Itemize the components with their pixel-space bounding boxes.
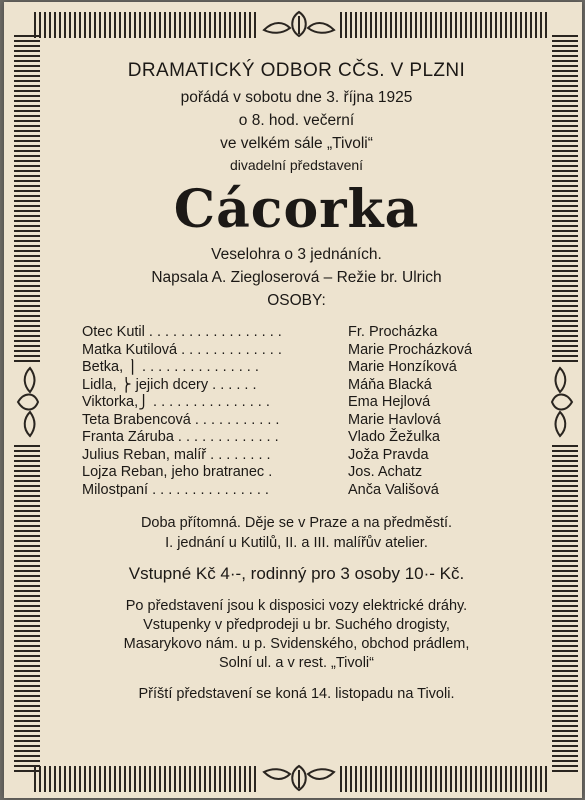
- admission-line: Vstupné Kč 4·-, rodinný pro 3 osoby 10·- Kč.: [128, 564, 465, 583]
- play-title: Cácorka: [173, 179, 420, 240]
- leaf-ornament-top-icon: [260, 8, 338, 40]
- cast-role: Milostpaní . . . . . . . . . . . . . . .: [82, 481, 269, 498]
- cast-role: Franta Záruba . . . . . . . . . . . . .: [82, 429, 279, 445]
- cast-role: Betka, ⎫ . . . . . . . . . . . . . . .: [82, 359, 259, 375]
- cast-role: Lojza Reban, jeho bratranec .: [82, 464, 273, 480]
- cast-row: [82, 412, 549, 430]
- leaf-ornament-right-icon: [548, 364, 578, 440]
- setting-line-2: I. jednání u Kutilů, II. a III. malířův atelier.: [165, 535, 428, 551]
- event-type: divadelní představení: [229, 157, 364, 173]
- presale-line-2: Masarykovo nám. u p. Svidenského, obchod prádlem,: [123, 636, 470, 652]
- play-genre: Veselohra o 3 jednáních.: [211, 246, 382, 263]
- top-border: [34, 12, 256, 38]
- cast-row: [82, 324, 549, 342]
- cast-role: Viktorka,⎭ . . . . . . . . . . . . . . .: [82, 394, 270, 410]
- bottom-border-right: [340, 766, 550, 792]
- cast-actor: Fr. Procházka: [348, 324, 438, 340]
- left-border-lower: [14, 442, 40, 772]
- left-border: [14, 32, 40, 362]
- setting-line-1: Doba přítomná. Děje se v Praze a na předměstí.: [140, 515, 453, 531]
- leaf-ornament-bottom-icon: [260, 762, 338, 794]
- cast-role: Julius Reban, malíř . . . . . . . .: [82, 446, 271, 463]
- presale-line-3: Solní ul. a v rest. „Tivoli“: [219, 655, 374, 671]
- cast-actor: Anča Vališová: [348, 481, 439, 498]
- cast-actor: Ema Hejlová: [348, 394, 431, 410]
- poster-sheet: [4, 2, 582, 798]
- cast-list: [82, 324, 549, 499]
- right-border: [552, 32, 578, 362]
- cast-row: [82, 429, 549, 447]
- cast-actor: Marie Honzíková: [348, 359, 457, 375]
- transport-line: Po představení jsou k disposici vozy elektrické dráhy.: [125, 598, 468, 614]
- date-line: pořádá v sobotu dne 3. října 1925: [180, 89, 413, 106]
- cast-row: [82, 359, 549, 377]
- cast-row: [82, 377, 549, 395]
- poster-content: [44, 54, 549, 704]
- top-border-right: [340, 12, 550, 38]
- cast-actor: Marie Havlová: [348, 411, 441, 428]
- cast-row: [82, 394, 549, 412]
- bottom-border: [34, 766, 256, 792]
- presale-line-1: Vstupenky v předprodeji u br. Suchého drogisty,: [143, 617, 450, 633]
- cast-role: Lidla, ⎬ jejich dcery . . . . . .: [82, 376, 257, 393]
- cast-role: Matka Kutilová . . . . . . . . . . . . .: [82, 341, 282, 358]
- cast-row: [82, 482, 549, 500]
- time-line: o 8. hod. večerní: [238, 112, 355, 129]
- cast-actor: Máňa Blacká: [348, 376, 432, 393]
- cast-actor: Marie Procházková: [348, 341, 473, 358]
- cast-actor: Vlado Žežulka: [348, 429, 440, 445]
- cast-role: Otec Kutil . . . . . . . . . . . . . . . . .: [82, 324, 282, 340]
- next-show-line: Příští představení se koná 14. listopadu na Tivoli.: [138, 686, 455, 702]
- cast-actor: Joža Pravda: [348, 446, 429, 463]
- leaf-ornament-left-icon: [12, 364, 42, 440]
- right-border-lower: [552, 442, 578, 772]
- cast-row: [82, 447, 549, 465]
- venue-line: ve velkém sále „Tivoli“: [220, 135, 373, 152]
- cast-row: [82, 464, 549, 482]
- cast-row: [82, 342, 549, 360]
- cast-role: Teta Brabencová . . . . . . . . . . .: [82, 411, 280, 428]
- cast-heading: OSOBY:: [267, 292, 326, 309]
- cast-actor: Jos. Achatz: [348, 464, 423, 480]
- organizer-heading: DRAMATICKÝ ODBOR CČS. V PLZNI: [127, 60, 466, 81]
- play-credits: Napsala A. Ziegloserová – Režie br. Ulrich: [151, 269, 442, 286]
